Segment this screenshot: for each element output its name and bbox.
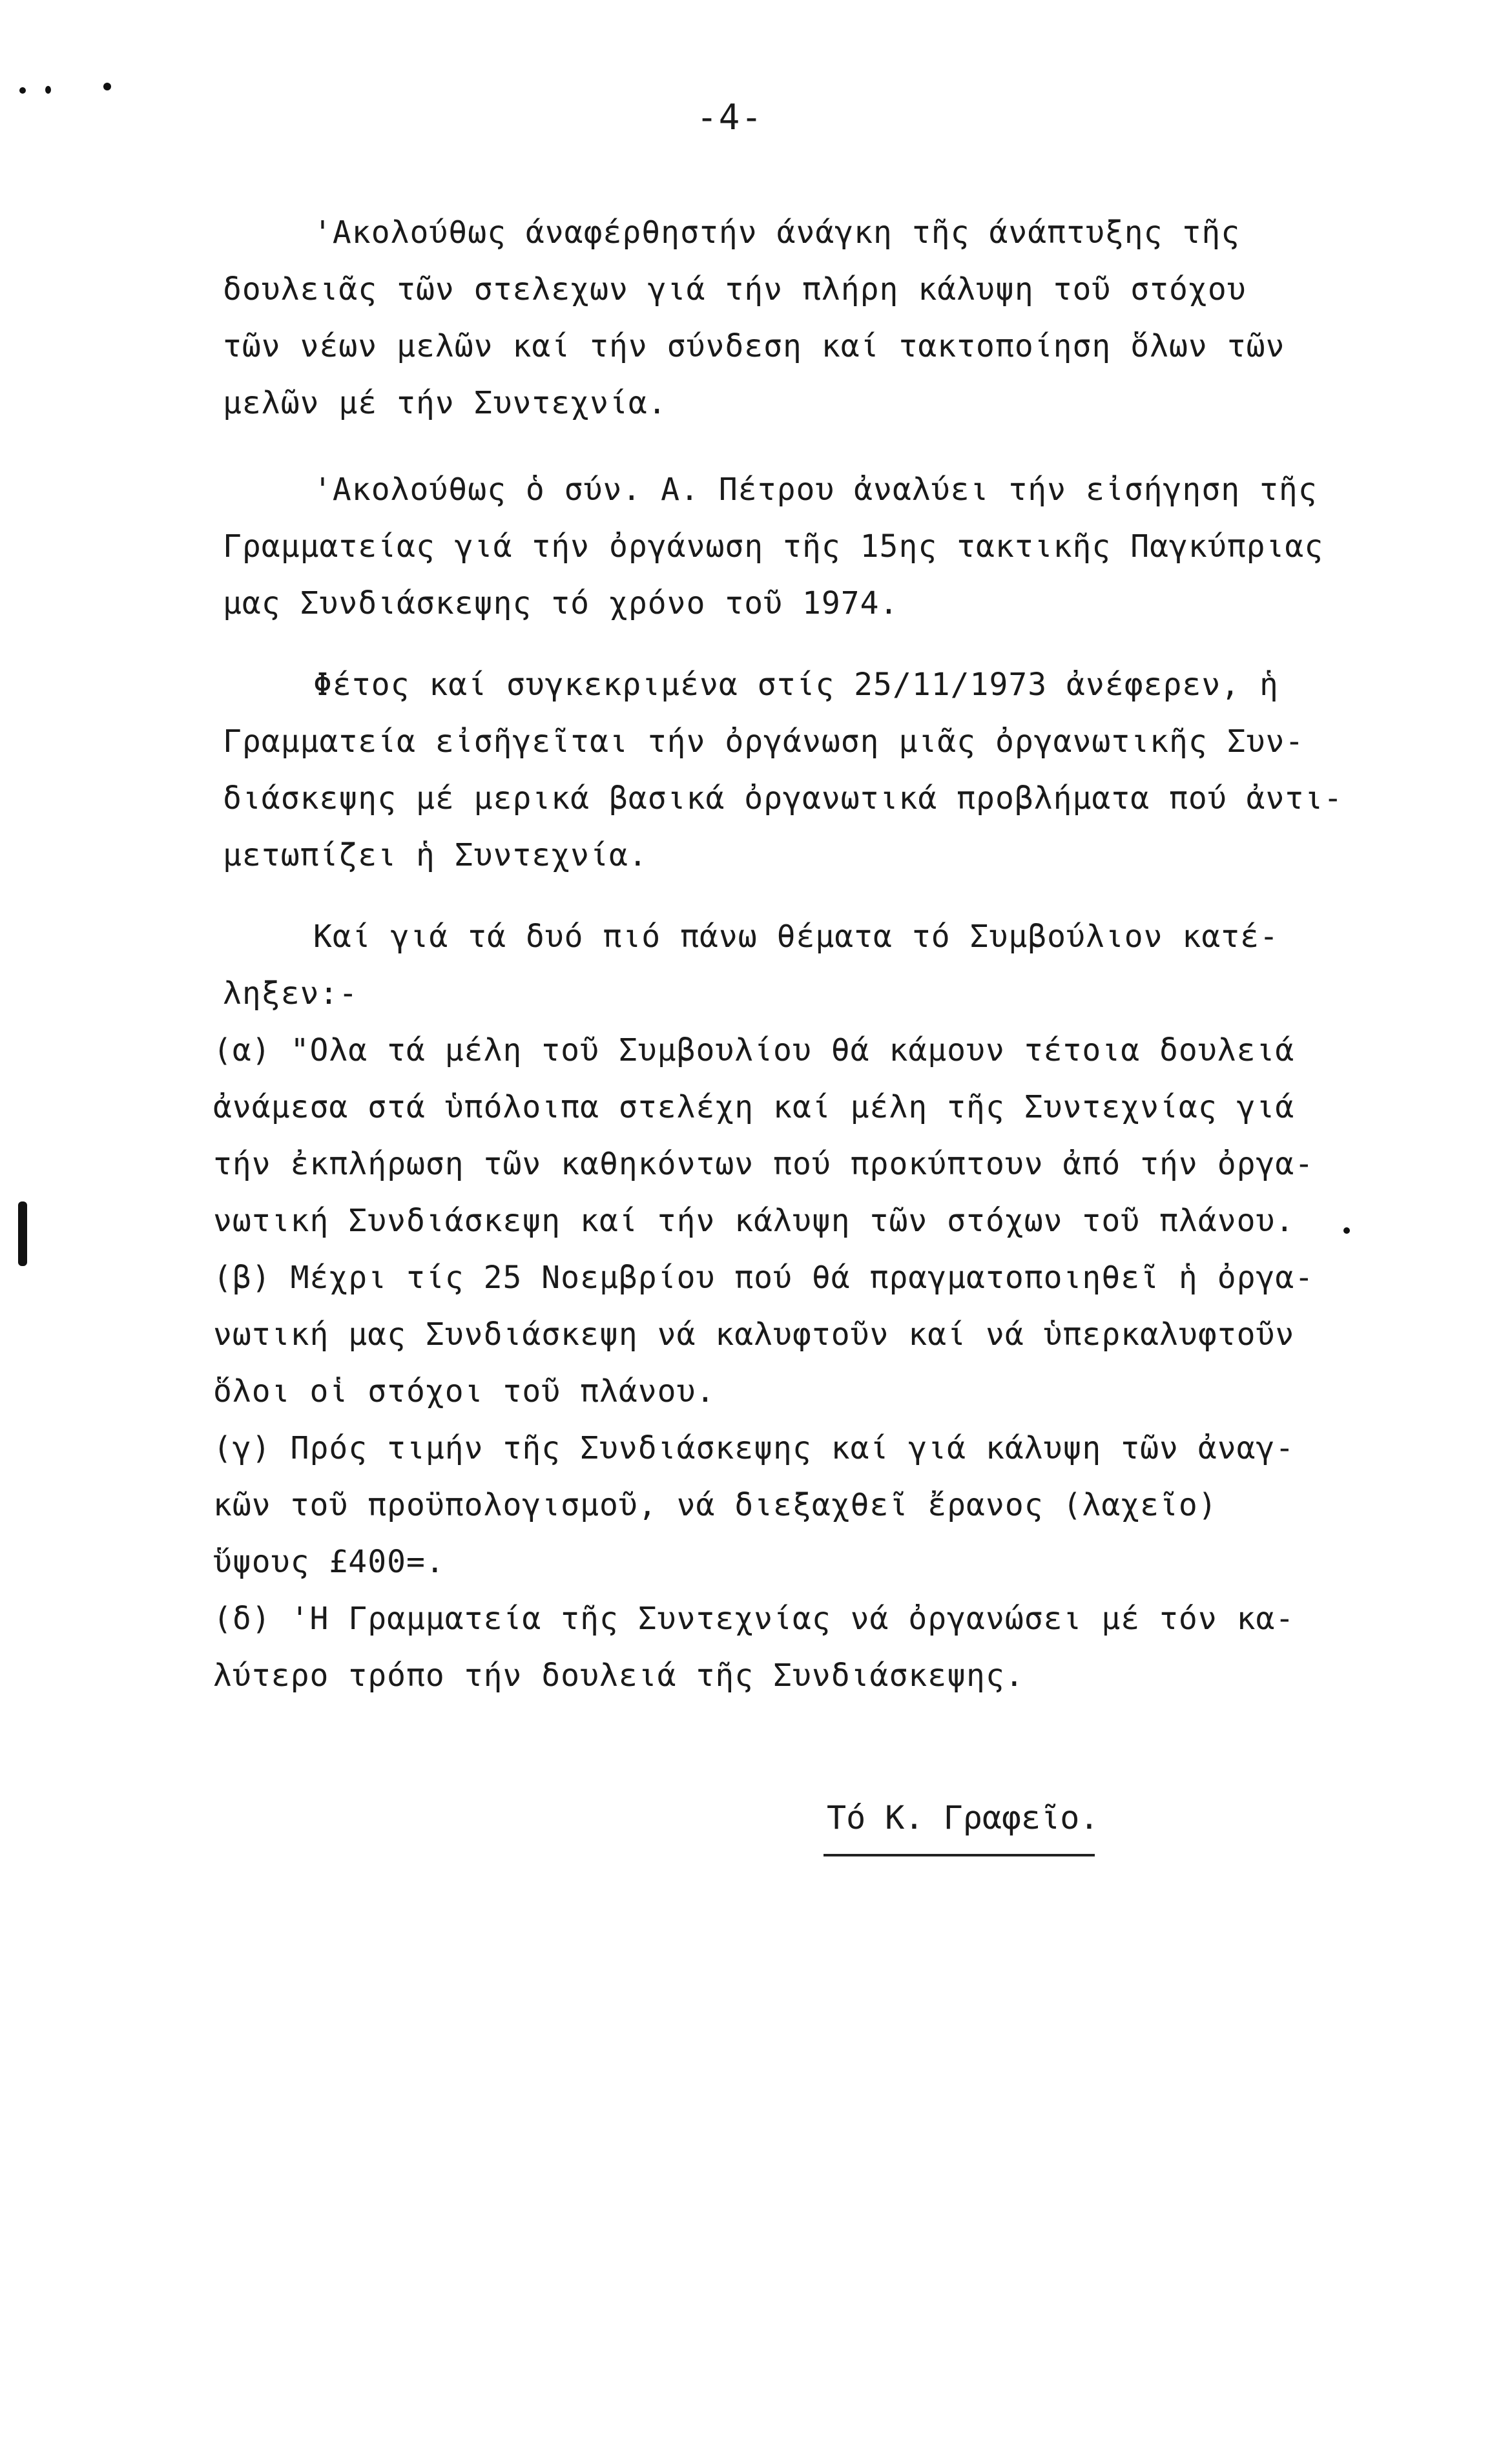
- scan-speck: [45, 86, 51, 94]
- text-line: διάσκεψης μέ μερικά βασικά ὀργανωτικά προβλήματα πού ἀντι-: [223, 780, 1343, 816]
- text-line: Γραμματεία εἰσῆγεῖται τήν ὀργάνωση μιᾶς ὀργανωτικῆς Συν-: [223, 723, 1305, 760]
- text-line: νωτική μας Συνδιάσκεψη νά καλυφτοῦν καί νά ὑπερκαλυφτοῦν: [213, 1316, 1295, 1353]
- list-item-gamma: (γ) Πρός τιμήν τῆς Συνδιάσκεψης καί γιά κάλυψη τῶν ἀναγ-: [213, 1430, 1295, 1466]
- signature-underline: [823, 1854, 1095, 1856]
- list-item-beta: (β) Μέχρι τίς 25 Νοεμβρίου πού θά πραγματοποιηθεῖ ἡ ὀργα-: [213, 1260, 1314, 1296]
- text-line: Γραμματείας γιά τήν ὀργάνωση τῆς 15ης τακτικῆς Παγκύπριας: [223, 528, 1324, 565]
- text-line: μας Συνδιάσκεψης τό χρόνο τοῦ 1974.: [223, 585, 899, 621]
- list-item-alpha: (α) "Ολα τά μέλη τοῦ Συμβουλίου θά κάμουν τέτοια δουλειά: [213, 1032, 1295, 1068]
- list-item-delta: (δ) 'Η Γραμματεία τῆς Συντεχνίας νά ὀργανώσει μέ τόν κα-: [213, 1601, 1295, 1637]
- page-number: -4-: [696, 97, 763, 138]
- text-line: λύτερο τρόπο τήν δουλειά τῆς Συνδιάσκεψης.: [213, 1658, 1024, 1694]
- text-line: δουλειᾶς τῶν στελεχων γιά τήν πλήρη κάλυψη τοῦ στόχου: [223, 271, 1247, 307]
- text-line: Φέτος καί συγκεκριμένα στίς 25/11/1973 ἀνέφερεν, ἡ: [313, 667, 1279, 703]
- text-line: 'Ακολούθως άναφέρθηστήν άνάγκη τῆς άνάπτυξης τῆς: [313, 214, 1241, 251]
- scan-speck: [103, 83, 111, 90]
- text-line: μετωπίζει ἡ Συντεχνία.: [223, 837, 648, 873]
- text-line: ληξεν:-: [223, 975, 358, 1012]
- text-line: τῶν νέων μελῶν καί τήν σύνδεση καί τακτοποίηση ὅλων τῶν: [223, 328, 1285, 364]
- text-line: ὕψους £400=.: [213, 1544, 445, 1580]
- text-line: Καί γιά τά δυό πιό πάνω θέματα τό Συμβούλιον κατέ-: [313, 919, 1279, 955]
- text-line: κῶν τοῦ προϋπολογισμοῦ, νά διεξαχθεῖ ἔρανος (λαχεῖο): [213, 1487, 1217, 1523]
- text-line: ὅλοι οἱ στόχοι τοῦ πλάνου.: [213, 1373, 716, 1409]
- text-line: τήν ἐκπλήρωση τῶν καθηκόντων πού προκύπτουν ἀπό τήν ὀργα-: [213, 1146, 1314, 1182]
- scan-speck: [1343, 1227, 1350, 1234]
- scan-speck: [18, 1201, 27, 1266]
- text-line: ἀνάμεσα στά ὑπόλοιπα στελέχη καί μέλη τῆς Συντεχνίας γιά: [213, 1089, 1295, 1125]
- signature: Τό Κ. Γραφεῖο.: [827, 1799, 1099, 1836]
- text-line: νωτική Συνδιάσκεψη καί τήν κάλυψη τῶν στόχων τοῦ πλάνου.: [213, 1203, 1295, 1239]
- scan-speck: [19, 87, 26, 94]
- text-line: μελῶν μέ τήν Συντεχνία.: [223, 385, 667, 421]
- text-line: 'Ακολούθως ὁ σύν. Α. Πέτρου ἀναλύει τήν εἰσήγηση τῆς: [313, 472, 1318, 508]
